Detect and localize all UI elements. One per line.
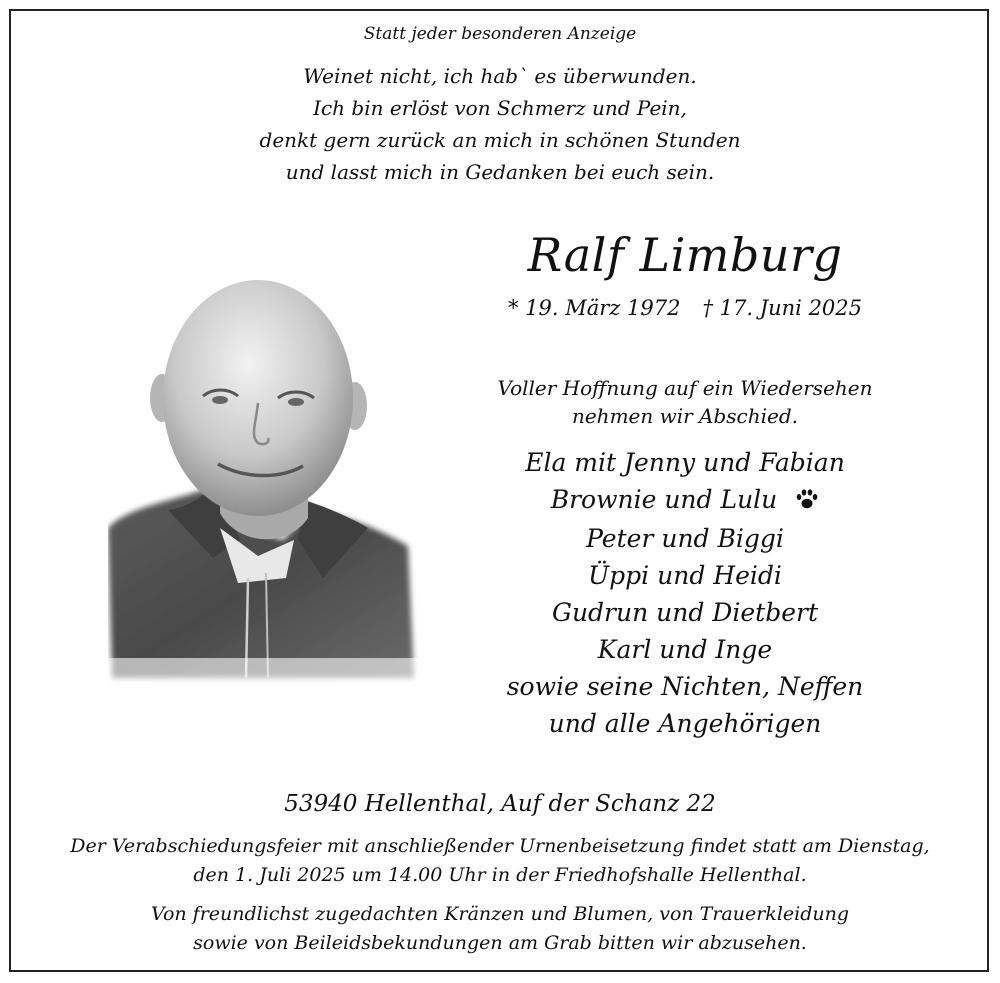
mourner-line: sowie seine Nichten, Neffen [506,672,864,701]
poem-line: Weinet nicht, ich hab` es überwunden. [303,64,697,88]
death-date: † 17. Juni 2025 [702,296,863,320]
address: 53940 Hellenthal, Auf der Schanz 22 [284,791,716,817]
request-line: Von freundlichst zugedachten Kränzen und Blumen, von Trauerkleidung [150,903,850,925]
farewell-line: Voller Hoffnung auf ein Wiedersehen [497,376,873,400]
mourner-line: und alle Angehörigen [548,709,822,738]
service-info [0,832,1000,890]
farewell-line: nehmen wir Abschied. [571,404,799,428]
request-line: sowie von Beileidsbekundungen am Grab bitten wir abzusehen. [193,932,807,954]
poem [0,60,1000,188]
mourners-list [480,444,890,742]
life-dates [480,296,890,320]
condolence-request [0,900,1000,958]
portrait-photo [108,278,418,688]
mourner-line: Brownie und Lulu [550,485,778,514]
poem-line: und lasst mich in Gedanken bei euch sein. [285,160,715,184]
mourner-line-pets [480,481,890,520]
farewell-text [480,374,890,430]
mourner-line: Ela mit Jenny und Fabian [525,448,845,477]
deceased-name: Ralf Limburg [527,228,843,282]
poem-line: denkt gern zurück an mich in schönen Stunden [259,128,741,152]
service-line: Der Verabschiedungsfeier mit anschließender Urnenbeisetzung findet statt am Dienstag, [70,835,930,857]
service-line: den 1. Juli 2025 um 14.00 Uhr in der Friedhofshalle Hellenthal. [193,864,807,886]
mourner-line: Peter und Biggi [586,524,784,553]
birth-date: * 19. März 1972 [507,296,681,320]
paw-print-icon [795,483,819,520]
poem-line: Ich bin erlöst von Schmerz und Pein, [313,96,687,120]
mourner-line: Gudrun und Dietbert [551,598,818,627]
mourner-line: Karl und Inge [597,635,773,664]
intro-line: Statt jeder besonderen Anzeige [363,24,637,44]
mourner-line: Üppi und Heidi [588,561,782,590]
